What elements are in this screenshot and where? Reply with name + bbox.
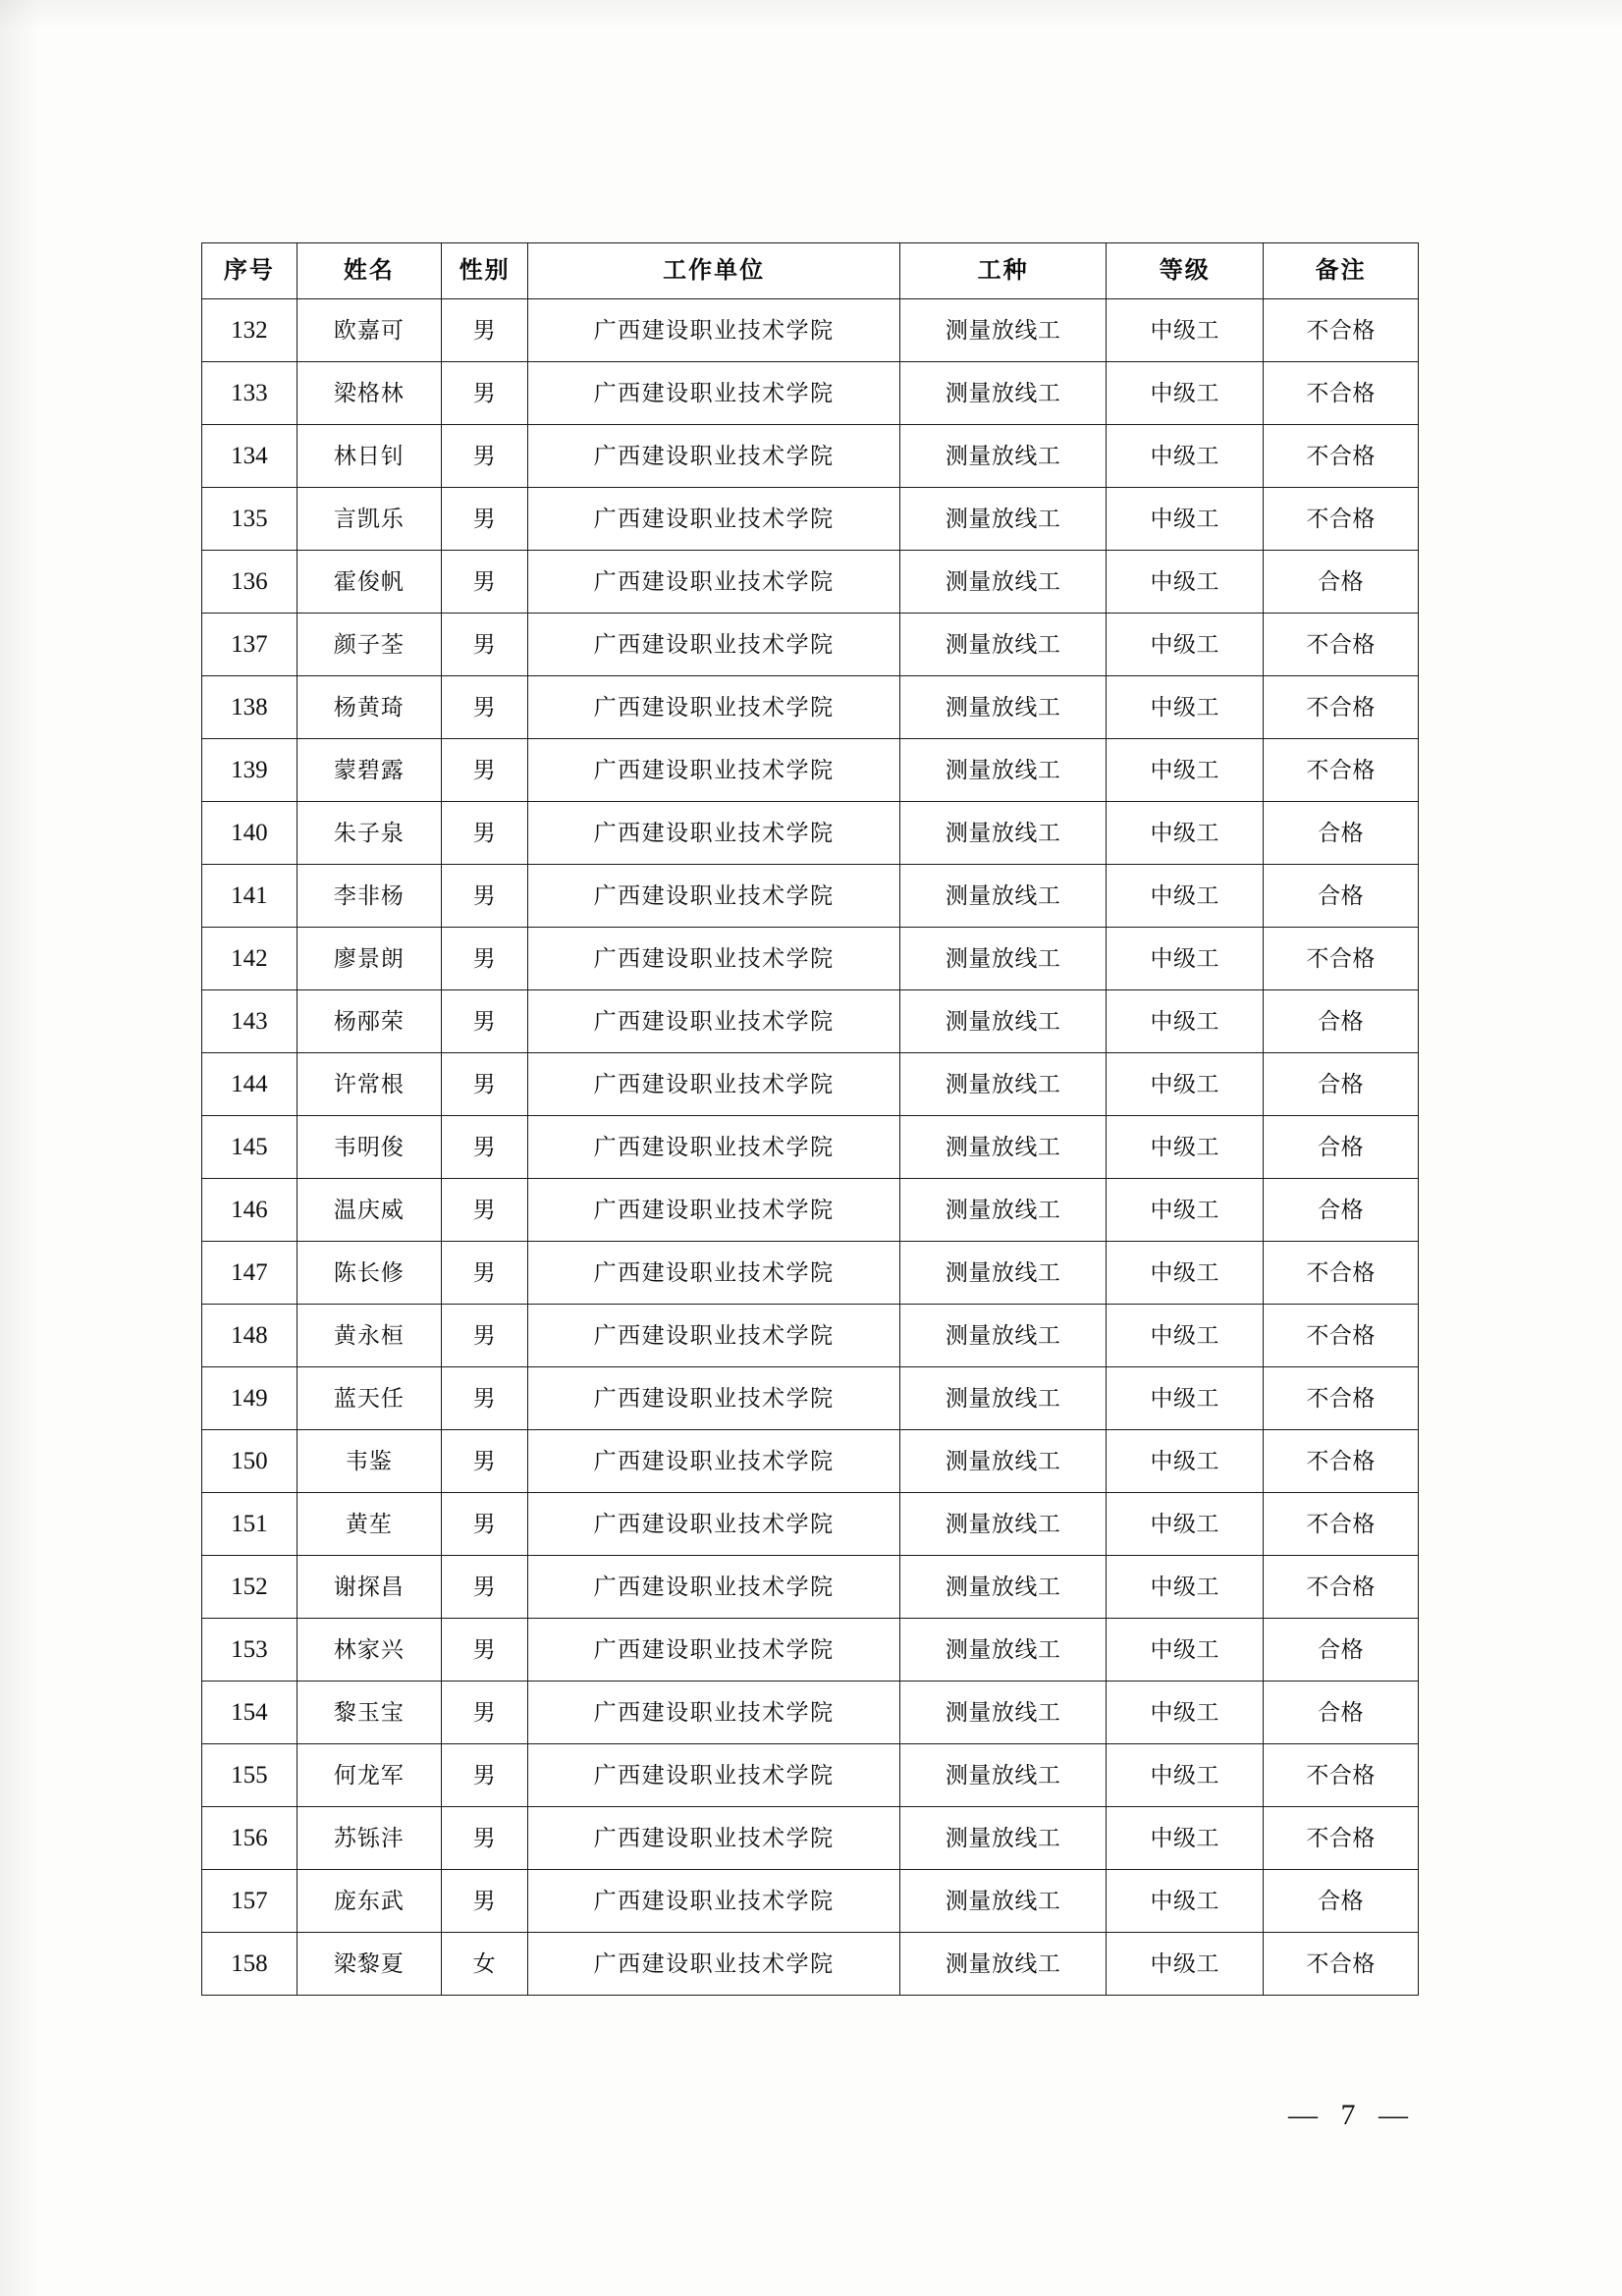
cell-level: 中级工 — [1107, 551, 1264, 614]
cell-name: 黄苼 — [297, 1493, 441, 1556]
cell-work-unit: 广西建设职业技术学院 — [528, 1367, 900, 1430]
cell-job-type: 测量放线工 — [899, 676, 1106, 739]
cell-job-type: 测量放线工 — [899, 1744, 1106, 1807]
cell-job-type: 测量放线工 — [899, 1367, 1106, 1430]
cell-level: 中级工 — [1107, 1116, 1264, 1179]
cell-level: 中级工 — [1107, 299, 1264, 362]
table-row — [202, 1430, 1419, 1493]
cell-work-unit: 广西建设职业技术学院 — [528, 928, 900, 990]
cell-work-unit: 广西建设职业技术学院 — [528, 802, 900, 865]
cell-gender: 男 — [441, 928, 527, 990]
cell-name: 梁格林 — [297, 362, 441, 425]
table-row — [202, 1242, 1419, 1305]
cell-name: 朱子泉 — [297, 802, 441, 865]
cell-gender: 男 — [441, 1556, 527, 1619]
cell-work-unit: 广西建设职业技术学院 — [528, 1619, 900, 1682]
cell-job-type: 测量放线工 — [899, 1430, 1106, 1493]
cell-name: 杨邴荣 — [297, 990, 441, 1053]
page-edge-shadow-left — [0, 0, 39, 2296]
table-row — [202, 1179, 1419, 1242]
cell-level: 中级工 — [1107, 928, 1264, 990]
cell-name: 蓝天任 — [297, 1367, 441, 1430]
table-row — [202, 1933, 1419, 1996]
cell-work-unit: 广西建设职业技术学院 — [528, 1682, 900, 1744]
cell-job-type: 测量放线工 — [899, 551, 1106, 614]
cell-work-unit: 广西建设职业技术学院 — [528, 551, 900, 614]
cell-name: 庞东武 — [297, 1870, 441, 1933]
cell-name: 杨黄琦 — [297, 676, 441, 739]
cell-name: 蒙碧露 — [297, 739, 441, 802]
cell-work-unit: 广西建设职业技术学院 — [528, 1493, 900, 1556]
cell-remark: 不合格 — [1264, 1744, 1419, 1807]
table-row — [202, 1116, 1419, 1179]
cell-index: 152 — [202, 1556, 297, 1619]
cell-remark: 不合格 — [1264, 425, 1419, 488]
cell-job-type: 测量放线工 — [899, 1870, 1106, 1933]
cell-job-type: 测量放线工 — [899, 1179, 1106, 1242]
cell-index: 140 — [202, 802, 297, 865]
cell-index: 132 — [202, 299, 297, 362]
cell-level: 中级工 — [1107, 425, 1264, 488]
cell-name: 梁黎夏 — [297, 1933, 441, 1996]
cell-index: 150 — [202, 1430, 297, 1493]
cell-work-unit: 广西建设职业技术学院 — [528, 1053, 900, 1116]
table-row — [202, 362, 1419, 425]
cell-index: 135 — [202, 488, 297, 551]
cell-index: 157 — [202, 1870, 297, 1933]
cell-index: 138 — [202, 676, 297, 739]
table-row — [202, 551, 1419, 614]
cell-work-unit: 广西建设职业技术学院 — [528, 299, 900, 362]
cell-name: 陈长修 — [297, 1242, 441, 1305]
cell-level: 中级工 — [1107, 362, 1264, 425]
cell-gender: 男 — [441, 425, 527, 488]
cell-job-type: 测量放线工 — [899, 1556, 1106, 1619]
cell-remark: 不合格 — [1264, 1493, 1419, 1556]
table-row — [202, 614, 1419, 676]
column-header-level: 等级 — [1107, 243, 1264, 299]
cell-index: 146 — [202, 1179, 297, 1242]
cell-job-type: 测量放线工 — [899, 865, 1106, 928]
page-number: — 7 — — [1288, 2099, 1416, 2131]
cell-name: 谢探昌 — [297, 1556, 441, 1619]
cell-index: 145 — [202, 1116, 297, 1179]
cell-remark: 合格 — [1264, 1682, 1419, 1744]
cell-level: 中级工 — [1107, 1933, 1264, 1996]
cell-level: 中级工 — [1107, 1430, 1264, 1493]
cell-job-type: 测量放线工 — [899, 425, 1106, 488]
cell-index: 149 — [202, 1367, 297, 1430]
cell-gender: 男 — [441, 1807, 527, 1870]
table-body — [202, 299, 1419, 1996]
roster-table — [201, 242, 1419, 1996]
cell-gender: 男 — [441, 865, 527, 928]
cell-remark: 不合格 — [1264, 299, 1419, 362]
cell-job-type: 测量放线工 — [899, 1493, 1106, 1556]
table-header-row — [202, 243, 1419, 299]
cell-name: 霍俊帆 — [297, 551, 441, 614]
table-row — [202, 1367, 1419, 1430]
cell-name: 李非杨 — [297, 865, 441, 928]
cell-work-unit: 广西建设职业技术学院 — [528, 1870, 900, 1933]
cell-remark: 不合格 — [1264, 488, 1419, 551]
cell-job-type: 测量放线工 — [899, 614, 1106, 676]
cell-gender: 男 — [441, 1619, 527, 1682]
table-row — [202, 1870, 1419, 1933]
table-row — [202, 1556, 1419, 1619]
cell-level: 中级工 — [1107, 1493, 1264, 1556]
cell-work-unit: 广西建设职业技术学院 — [528, 614, 900, 676]
cell-index: 154 — [202, 1682, 297, 1744]
cell-remark: 不合格 — [1264, 928, 1419, 990]
cell-remark: 不合格 — [1264, 614, 1419, 676]
cell-name: 何龙军 — [297, 1744, 441, 1807]
cell-name: 林家兴 — [297, 1619, 441, 1682]
cell-job-type: 测量放线工 — [899, 802, 1106, 865]
cell-job-type: 测量放线工 — [899, 488, 1106, 551]
cell-level: 中级工 — [1107, 1367, 1264, 1430]
cell-work-unit: 广西建设职业技术学院 — [528, 1179, 900, 1242]
cell-name: 温庆威 — [297, 1179, 441, 1242]
cell-level: 中级工 — [1107, 614, 1264, 676]
cell-job-type: 测量放线工 — [899, 362, 1106, 425]
cell-name: 苏铄沣 — [297, 1807, 441, 1870]
cell-remark: 合格 — [1264, 1116, 1419, 1179]
cell-job-type: 测量放线工 — [899, 990, 1106, 1053]
cell-index: 147 — [202, 1242, 297, 1305]
cell-work-unit: 广西建设职业技术学院 — [528, 1116, 900, 1179]
cell-job-type: 测量放线工 — [899, 1053, 1106, 1116]
cell-gender: 男 — [441, 739, 527, 802]
cell-work-unit: 广西建设职业技术学院 — [528, 488, 900, 551]
cell-gender: 男 — [441, 299, 527, 362]
roster-table-container — [201, 242, 1419, 1996]
cell-remark: 不合格 — [1264, 739, 1419, 802]
cell-work-unit: 广西建设职业技术学院 — [528, 1807, 900, 1870]
cell-remark: 不合格 — [1264, 1556, 1419, 1619]
cell-remark: 合格 — [1264, 1053, 1419, 1116]
table-row — [202, 488, 1419, 551]
cell-work-unit: 广西建设职业技术学院 — [528, 1242, 900, 1305]
cell-remark: 合格 — [1264, 551, 1419, 614]
cell-name: 黎玉宝 — [297, 1682, 441, 1744]
cell-remark: 不合格 — [1264, 1430, 1419, 1493]
cell-job-type: 测量放线工 — [899, 1116, 1106, 1179]
column-header-work-unit: 工作单位 — [528, 243, 900, 299]
table-row — [202, 676, 1419, 739]
cell-gender: 男 — [441, 1242, 527, 1305]
column-header-remark: 备注 — [1264, 243, 1419, 299]
cell-remark: 合格 — [1264, 990, 1419, 1053]
cell-level: 中级工 — [1107, 990, 1264, 1053]
cell-job-type: 测量放线工 — [899, 1682, 1106, 1744]
cell-job-type: 测量放线工 — [899, 928, 1106, 990]
table-row — [202, 928, 1419, 990]
cell-remark: 合格 — [1264, 1179, 1419, 1242]
cell-work-unit: 广西建设职业技术学院 — [528, 362, 900, 425]
cell-job-type: 测量放线工 — [899, 1305, 1106, 1367]
cell-gender: 男 — [441, 614, 527, 676]
cell-level: 中级工 — [1107, 488, 1264, 551]
table-row — [202, 1807, 1419, 1870]
table-header — [202, 243, 1419, 299]
cell-level: 中级工 — [1107, 676, 1264, 739]
cell-name: 黄永桓 — [297, 1305, 441, 1367]
cell-work-unit: 广西建设职业技术学院 — [528, 990, 900, 1053]
cell-name: 韦鉴 — [297, 1430, 441, 1493]
cell-remark: 不合格 — [1264, 1807, 1419, 1870]
cell-gender: 男 — [441, 488, 527, 551]
cell-level: 中级工 — [1107, 1744, 1264, 1807]
cell-remark: 不合格 — [1264, 676, 1419, 739]
cell-index: 156 — [202, 1807, 297, 1870]
cell-gender: 男 — [441, 1430, 527, 1493]
cell-gender: 男 — [441, 1367, 527, 1430]
table-row — [202, 739, 1419, 802]
cell-index: 141 — [202, 865, 297, 928]
cell-job-type: 测量放线工 — [899, 739, 1106, 802]
cell-remark: 不合格 — [1264, 1933, 1419, 1996]
table-row — [202, 1744, 1419, 1807]
cell-remark: 合格 — [1264, 802, 1419, 865]
cell-index: 136 — [202, 551, 297, 614]
cell-job-type: 测量放线工 — [899, 1807, 1106, 1870]
cell-work-unit: 广西建设职业技术学院 — [528, 1556, 900, 1619]
table-row — [202, 1619, 1419, 1682]
column-header-index: 序号 — [202, 243, 297, 299]
cell-remark: 合格 — [1264, 1870, 1419, 1933]
table-row — [202, 299, 1419, 362]
cell-level: 中级工 — [1107, 1556, 1264, 1619]
cell-gender: 男 — [441, 1744, 527, 1807]
cell-gender: 男 — [441, 1493, 527, 1556]
cell-index: 144 — [202, 1053, 297, 1116]
cell-index: 137 — [202, 614, 297, 676]
cell-work-unit: 广西建设职业技术学院 — [528, 676, 900, 739]
cell-remark: 合格 — [1264, 1619, 1419, 1682]
cell-work-unit: 广西建设职业技术学院 — [528, 865, 900, 928]
cell-index: 148 — [202, 1305, 297, 1367]
cell-name: 欧嘉可 — [297, 299, 441, 362]
cell-gender: 男 — [441, 1179, 527, 1242]
column-header-name: 姓名 — [297, 243, 441, 299]
table-row — [202, 1682, 1419, 1744]
cell-level: 中级工 — [1107, 1053, 1264, 1116]
cell-index: 134 — [202, 425, 297, 488]
cell-gender: 男 — [441, 1870, 527, 1933]
cell-index: 139 — [202, 739, 297, 802]
table-row — [202, 1053, 1419, 1116]
cell-name: 廖景朗 — [297, 928, 441, 990]
column-header-job-type: 工种 — [899, 243, 1106, 299]
table-row — [202, 1493, 1419, 1556]
cell-gender: 男 — [441, 1305, 527, 1367]
cell-index: 151 — [202, 1493, 297, 1556]
cell-remark: 不合格 — [1264, 362, 1419, 425]
cell-name: 许常根 — [297, 1053, 441, 1116]
cell-job-type: 测量放线工 — [899, 1619, 1106, 1682]
cell-name: 林日钊 — [297, 425, 441, 488]
cell-remark: 合格 — [1264, 865, 1419, 928]
cell-gender: 女 — [441, 1933, 527, 1996]
cell-remark: 不合格 — [1264, 1305, 1419, 1367]
cell-gender: 男 — [441, 990, 527, 1053]
cell-gender: 男 — [441, 802, 527, 865]
cell-work-unit: 广西建设职业技术学院 — [528, 739, 900, 802]
cell-work-unit: 广西建设职业技术学院 — [528, 1305, 900, 1367]
cell-index: 158 — [202, 1933, 297, 1996]
table-row — [202, 802, 1419, 865]
cell-work-unit: 广西建设职业技术学院 — [528, 1744, 900, 1807]
table-row — [202, 1305, 1419, 1367]
cell-index: 143 — [202, 990, 297, 1053]
cell-level: 中级工 — [1107, 1682, 1264, 1744]
cell-work-unit: 广西建设职业技术学院 — [528, 1933, 900, 1996]
cell-level: 中级工 — [1107, 865, 1264, 928]
table-row — [202, 865, 1419, 928]
cell-level: 中级工 — [1107, 1242, 1264, 1305]
cell-work-unit: 广西建设职业技术学院 — [528, 425, 900, 488]
cell-index: 133 — [202, 362, 297, 425]
cell-level: 中级工 — [1107, 1807, 1264, 1870]
cell-level: 中级工 — [1107, 1179, 1264, 1242]
cell-index: 155 — [202, 1744, 297, 1807]
cell-level: 中级工 — [1107, 802, 1264, 865]
cell-index: 153 — [202, 1619, 297, 1682]
cell-gender: 男 — [441, 362, 527, 425]
cell-level: 中级工 — [1107, 1870, 1264, 1933]
cell-job-type: 测量放线工 — [899, 299, 1106, 362]
page-edge-shadow-top — [0, 0, 1622, 29]
table-row — [202, 990, 1419, 1053]
cell-gender: 男 — [441, 1682, 527, 1744]
cell-gender: 男 — [441, 1116, 527, 1179]
cell-gender: 男 — [441, 551, 527, 614]
cell-level: 中级工 — [1107, 1305, 1264, 1367]
cell-name: 韦明俊 — [297, 1116, 441, 1179]
cell-index: 142 — [202, 928, 297, 990]
column-header-gender: 性别 — [441, 243, 527, 299]
table-row — [202, 425, 1419, 488]
cell-gender: 男 — [441, 1053, 527, 1116]
cell-gender: 男 — [441, 676, 527, 739]
cell-remark: 不合格 — [1264, 1242, 1419, 1305]
cell-job-type: 测量放线工 — [899, 1933, 1106, 1996]
cell-job-type: 测量放线工 — [899, 1242, 1106, 1305]
cell-name: 言凯乐 — [297, 488, 441, 551]
cell-level: 中级工 — [1107, 739, 1264, 802]
cell-remark: 不合格 — [1264, 1367, 1419, 1430]
cell-name: 颜子荃 — [297, 614, 441, 676]
cell-level: 中级工 — [1107, 1619, 1264, 1682]
cell-work-unit: 广西建设职业技术学院 — [528, 1430, 900, 1493]
